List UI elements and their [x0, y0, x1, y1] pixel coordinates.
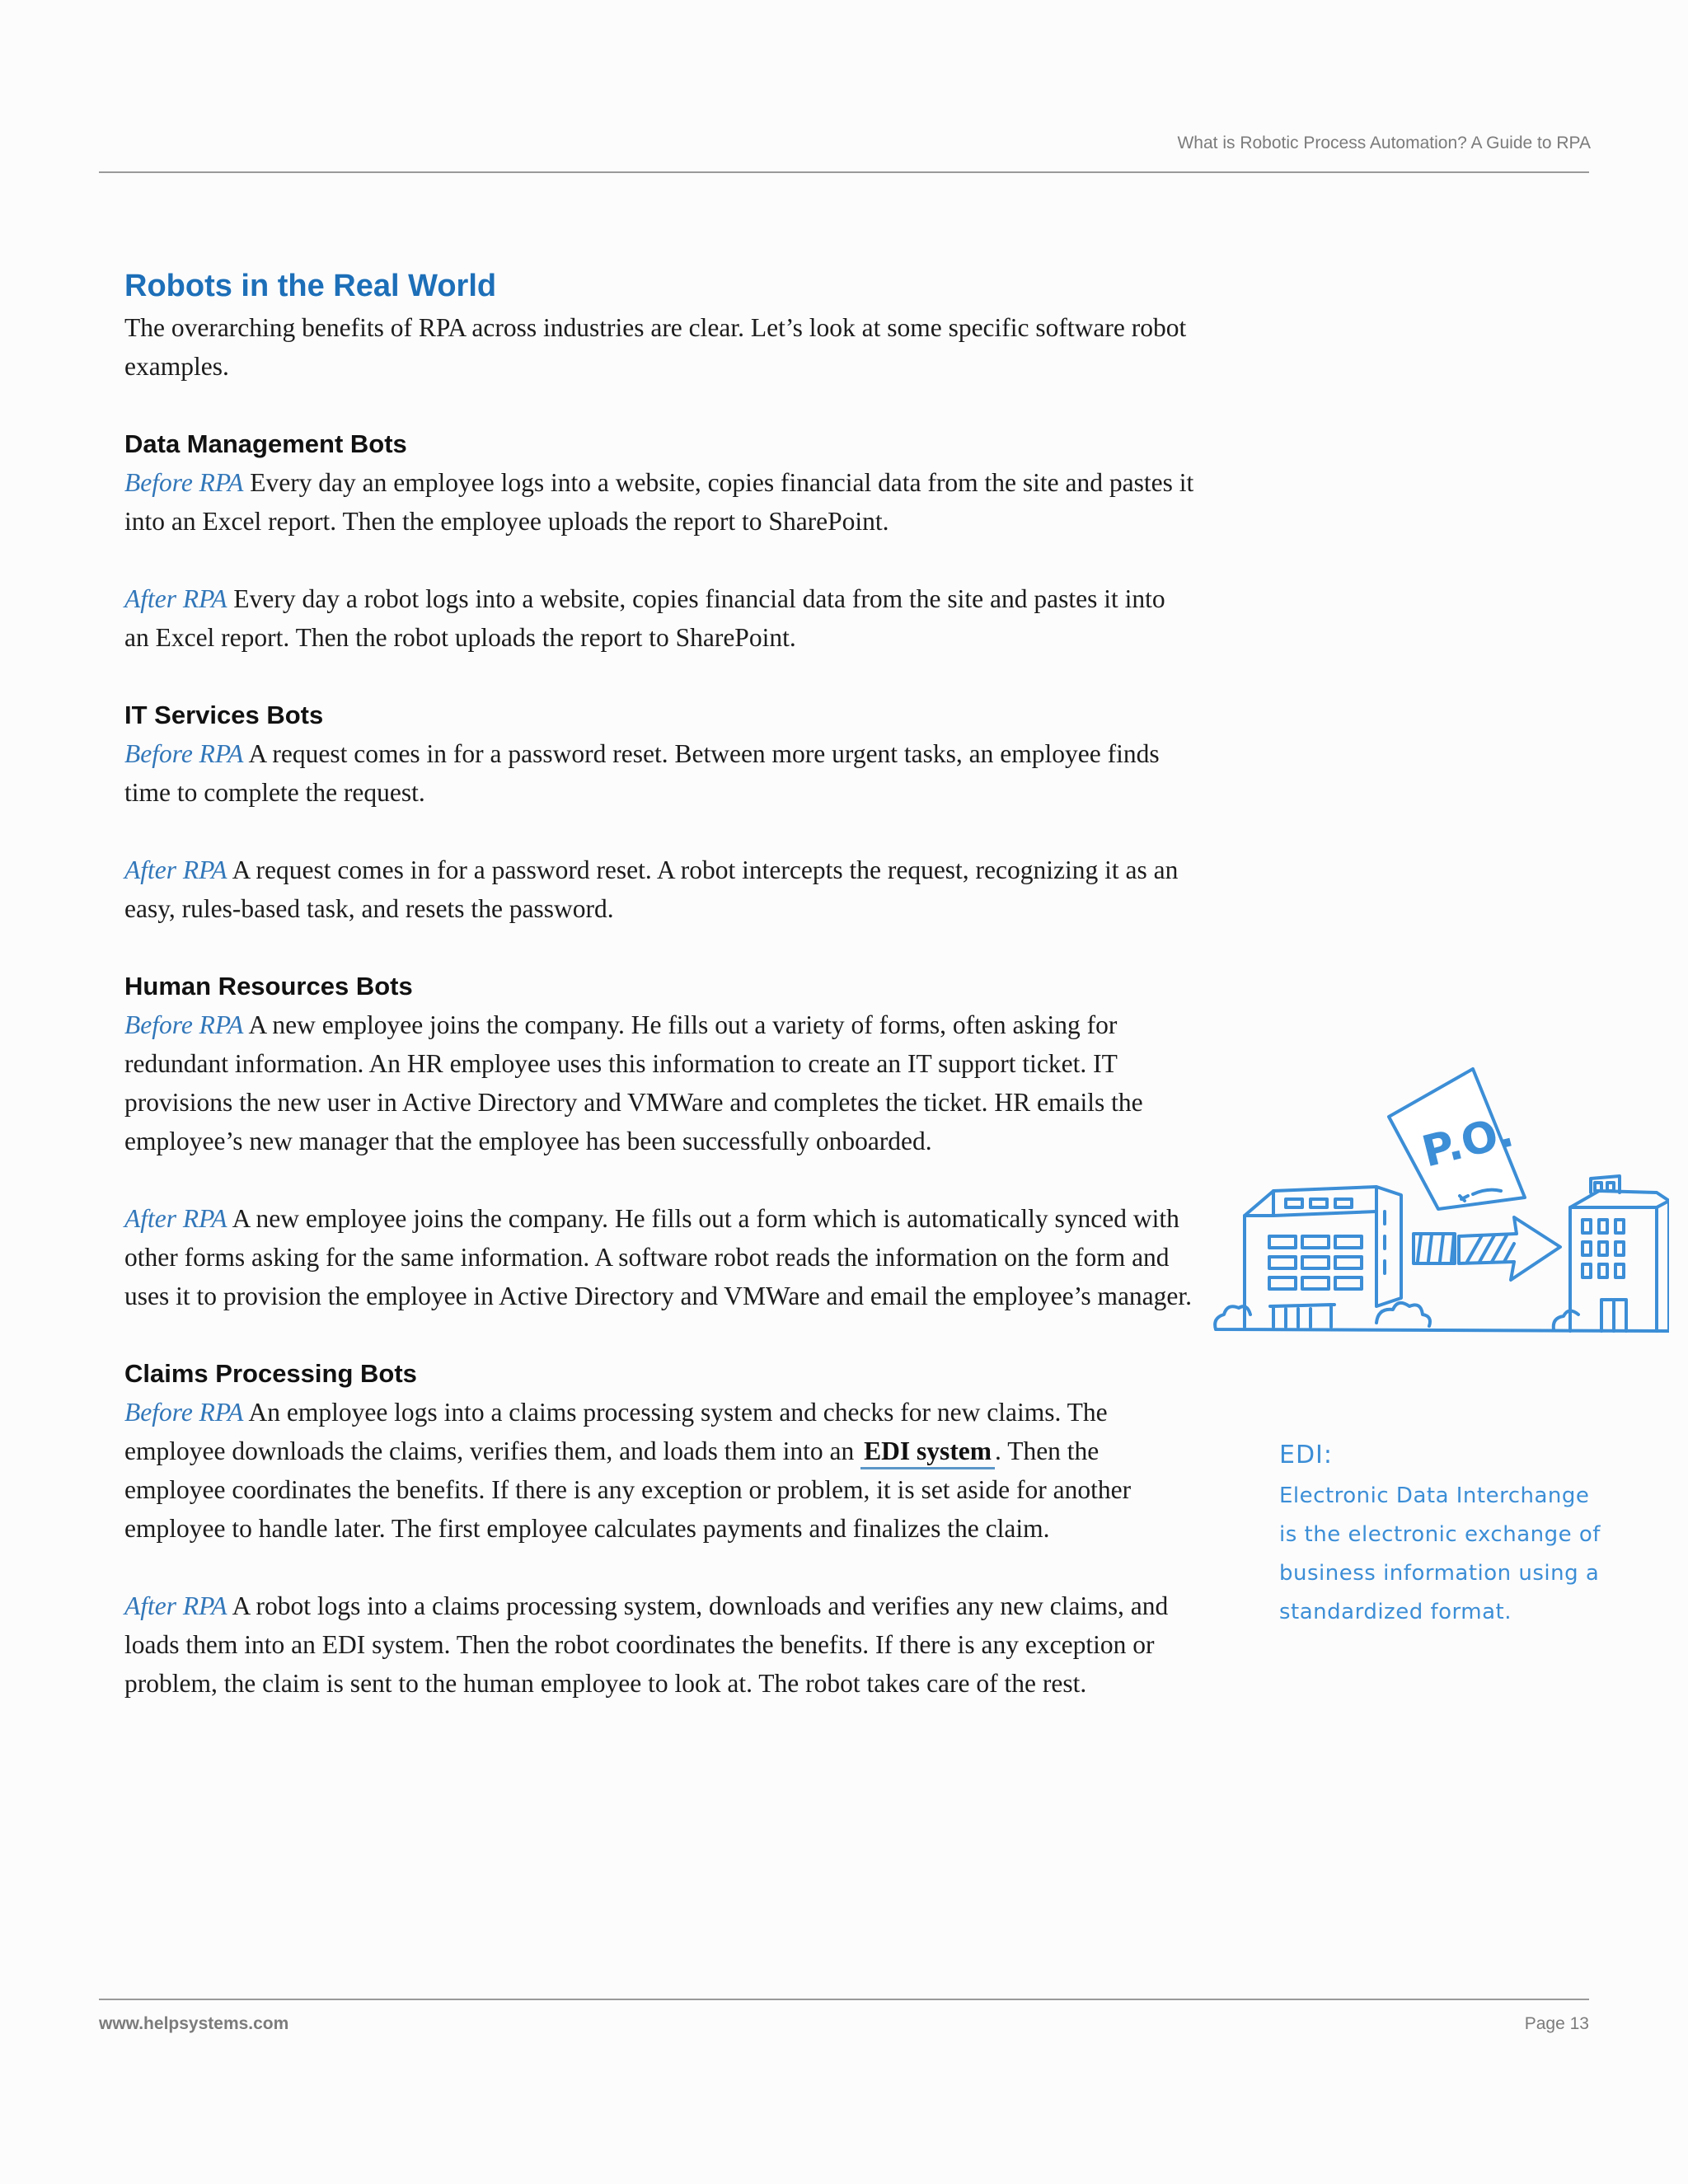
before-paragraph — [124, 1393, 1196, 1548]
after-paragraph — [124, 579, 1196, 657]
header-divider — [99, 171, 1589, 173]
right-building-icon — [1554, 1176, 1669, 1331]
arrow-icon — [1414, 1217, 1560, 1280]
before-label: Before RPA — [124, 1010, 244, 1039]
after-text: A new employee joins the company. He fills out a form which is automatically synced with other forms asking for the same information. A software robot reads the information on the form and uses it to provision the employee in Active Directory and VMWare and email the employee’s manager. — [124, 1204, 1193, 1310]
before-paragraph — [124, 1005, 1196, 1160]
after-label: After RPA — [124, 1204, 227, 1233]
before-text: Every day an employee logs into a website, copies financial data from the site and pastes it into an Excel report. Then the employee uploads the report to SharePoint. — [124, 468, 1194, 536]
before-paragraph — [124, 463, 1196, 541]
page-number: Page 13 — [1524, 2014, 1589, 2033]
after-label: After RPA — [124, 584, 227, 613]
before-paragraph — [124, 734, 1196, 812]
before-label: Before RPA — [124, 468, 244, 497]
purchase-order-label: P.O. — [1417, 1107, 1519, 1178]
edi-definition-note — [1279, 1434, 1609, 1632]
after-text: Every day a robot logs into a website, copies financial data from the site and pastes it into an Excel report. Then the robot uploads the report to SharePoint. — [124, 584, 1165, 652]
note-title: EDI: — [1279, 1441, 1334, 1469]
after-text: A robot logs into a claims processing system, downloads and verifies any new claims, and loads them into an EDI system. Then the robot coordinates the benefits. If there is any exception or problem, the claim is sent to the human employee to look at. The robot takes care of the rest. — [124, 1591, 1169, 1698]
after-label: After RPA — [124, 855, 227, 884]
footer-website-link[interactable]: www.helpsystems.com — [99, 2014, 289, 2033]
before-text: A new employee joins the company. He fills out a variety of forms, often asking for redundant information. An HR employee uses this information to create an IT support ticket. IT provisions the new user in Active Directory and VMWare and completes the ticket. HR emails the employee’s new manager that the employee has been successfully onboarded. — [124, 1010, 1143, 1155]
after-paragraph — [124, 1199, 1196, 1315]
section-title-claims-processing: Claims Processing Bots — [124, 1359, 417, 1388]
main-content — [124, 264, 1196, 1703]
footer-divider — [99, 1999, 1589, 2000]
edi-system-link[interactable]: EDI system — [860, 1436, 995, 1469]
section-title-it-services: IT Services Bots — [124, 701, 324, 729]
running-header: What is Robotic Process Automation? A Guide to RPA — [1177, 134, 1591, 152]
before-label: Before RPA — [124, 739, 244, 768]
after-paragraph — [124, 1586, 1196, 1703]
before-text: An employee logs into a claims processing system and checks for new claims. The employee downloads the claims, verifies them, and loads them into an — [124, 1398, 1108, 1465]
edi-illustration — [1207, 1059, 1669, 1380]
before-label: Before RPA — [124, 1398, 244, 1427]
intro-paragraph: The overarching benefits of RPA across industries are clear. Let’s look at some specific software robot examples. — [124, 313, 1187, 381]
before-text-continued: . Then the employee coordinates the benefits. If there is any exception or problem, it is set aside for another employee to handle later. The first employee calculates payments and finalizes the claim. — [124, 1436, 1132, 1543]
section-title-human-resources: Human Resources Bots — [124, 972, 413, 1001]
after-label: After RPA — [124, 1591, 227, 1620]
after-text: A request comes in for a password reset. A robot intercepts the request, recognizing it as an easy, rules-based task, and resets the password. — [124, 855, 1179, 923]
after-paragraph — [124, 851, 1196, 928]
section-title-data-management: Data Management Bots — [124, 429, 407, 458]
before-text: A request comes in for a password reset. Between more urgent tasks, an employee finds time to complete the request. — [124, 739, 1160, 807]
page-heading: Robots in the Real World — [124, 269, 497, 303]
note-body: Electronic Data Interchange is the electronic exchange of business information using a standardized format. — [1279, 1483, 1601, 1624]
